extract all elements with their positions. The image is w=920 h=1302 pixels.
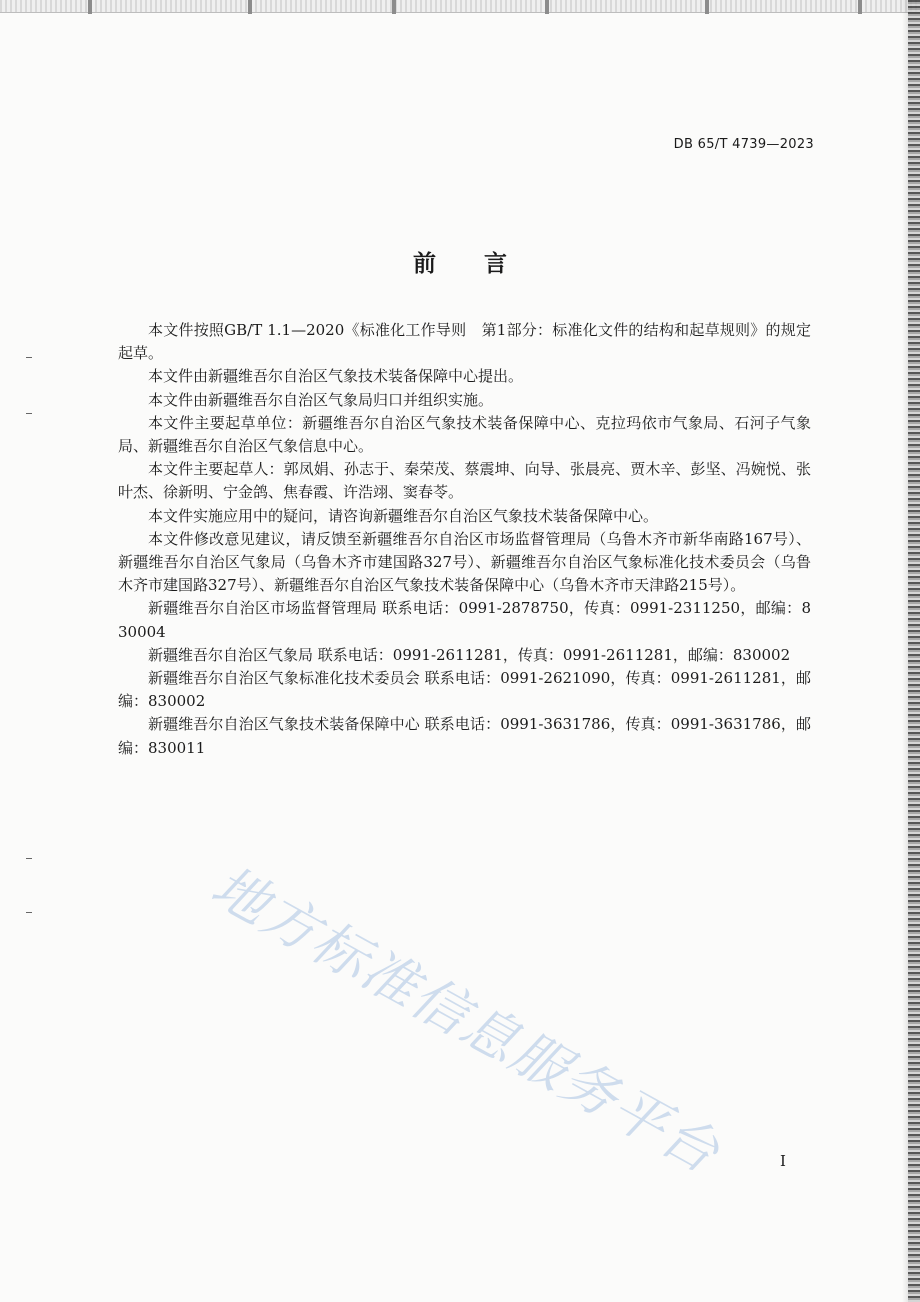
margin-mark: [26, 357, 32, 358]
paragraph-proposer: 本文件由新疆维吾尔自治区气象技术装备保障中心提出。: [148, 367, 524, 386]
scan-notch: [248, 0, 252, 14]
foreword-body: [118, 319, 811, 760]
contact-line: 新疆维吾尔自治区市场监督管理局 联系电话：0991-2878750，传真：0991-2311250，邮编：830004: [118, 599, 811, 641]
scan-edge-shadow: [902, 0, 908, 1302]
margin-mark: [26, 413, 32, 414]
scan-notch: [88, 0, 92, 14]
paragraph-feedback: 本文件修改意见建议，请反馈至新疆维吾尔自治区市场监督管理局（乌鲁木齐市新华南路167号）、新疆维吾尔自治区气象局（乌鲁木齐市建国路327号）、新疆维吾尔自治区气象标准化技术委员会（乌鲁木齐市建国路327号）、新疆维吾尔自治区气象技术装备保障中心（乌鲁木齐市天津路215号）。: [118, 529, 811, 595]
scan-notch: [858, 0, 862, 14]
paragraph-drafting-rules: 本文件按照GB/T 1.1—2020《标准化工作导则 第1部分：标准化文件的结构和起草规则》的规定起草。: [118, 321, 811, 363]
margin-mark: [26, 912, 32, 913]
paragraph-drafting-units: 本文件主要起草单位：新疆维吾尔自治区气象技术装备保障中心、克拉玛依市气象局、石河子气象局、新疆维吾尔自治区气象信息中心。: [118, 413, 811, 456]
scan-edge-right: [908, 0, 920, 1302]
contact-line: 新疆维吾尔自治区气象标准化技术委员会 联系电话：0991-2621090，传真：0991-2611281，邮编：830002: [118, 669, 811, 711]
scan-edge-top: [0, 0, 920, 13]
paragraph-drafters: 本文件主要起草人：郭凤娟、孙志于、秦荣茂、蔡震坤、向导、张晨亮、贾木辛、彭坚、冯婉悦、张叶杰、徐新明、宁金鸽、焦春霞、许浩翊、窦春苓。: [118, 460, 811, 502]
paragraph-administrator: 本文件由新疆维吾尔自治区气象局归口并组织实施。: [148, 390, 494, 409]
contact-line: 新疆维吾尔自治区气象技术装备保障中心 联系电话：0991-3631786，传真：0991-3631786，邮编：830011: [118, 715, 811, 757]
margin-mark: [26, 858, 32, 859]
contact-line: 新疆维吾尔自治区气象局 联系电话：0991-2611281，传真：0991-2611281，邮编：830002: [148, 645, 791, 664]
document-id: DB 65/T 4739—2023: [673, 137, 814, 152]
paragraph-inquiries: 本文件实施应用中的疑问，请咨询新疆维吾尔自治区气象技术装备保障中心。: [148, 506, 659, 525]
scan-notch: [545, 0, 549, 14]
page-title: 前言: [413, 251, 555, 277]
watermark: 地方标准信息服务平台: [201, 853, 731, 1186]
page-number: I: [780, 1152, 786, 1170]
scan-notch: [705, 0, 709, 14]
scan-notch: [392, 0, 396, 14]
